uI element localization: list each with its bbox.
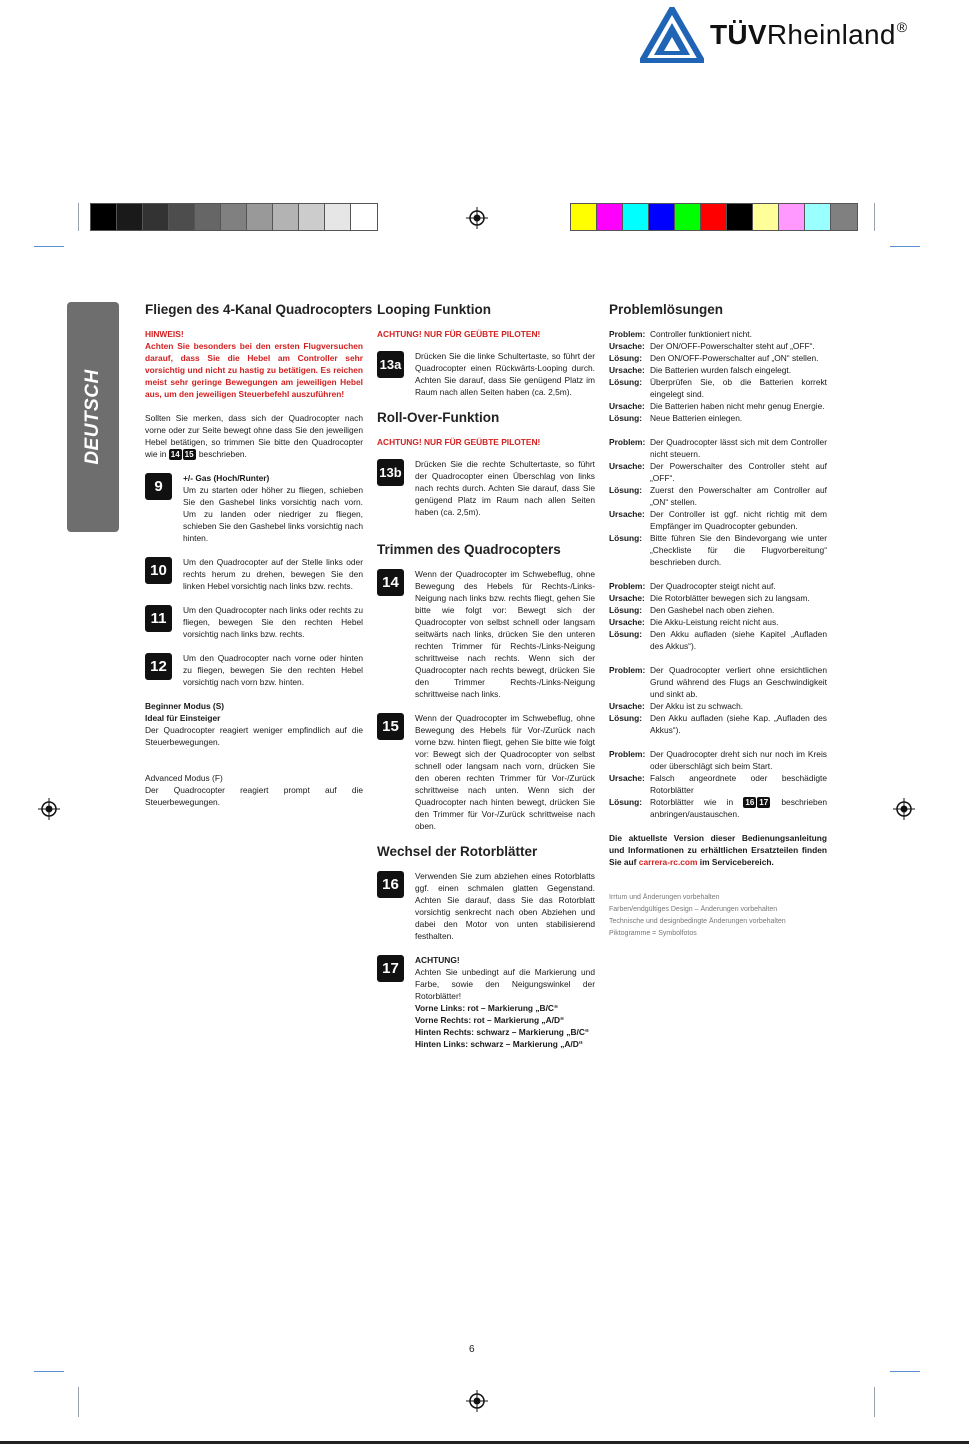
problem-block: [609, 664, 827, 736]
step-text: Wenn der Quadrocopter im Schwebeflug, ohne Bewegung des Hebels für Vor-/Zurück nach vorne bzw. hinten fliegt, gehen Sie bitte wie folgt vor: Bewegt sich der Quadrocopter von selbst schnell oder langsam nach vorn, drücken Sie den oberen rechten Trimmer für Vor-/Zurück schrittweise nach unten. Wenn sich der Quadrocopter nach hinten bewegt, drücken Sie den Trimmer für Vor-/Zurück schrittweise nach oben.: [415, 713, 595, 831]
row-key: Lösung:: [609, 377, 643, 387]
color-swatch: [675, 204, 701, 230]
advanced-mode-title: Advanced Modus (F): [145, 773, 223, 783]
color-swatch: [779, 204, 805, 230]
disclaimer-line: Irrtum und Änderungen vorbehalten: [609, 894, 720, 901]
tuv-rheinland-logo: [640, 6, 960, 64]
color-swatch: [169, 204, 195, 230]
color-swatch: [299, 204, 325, 230]
hint-label: HINWEIS!: [145, 329, 184, 339]
row-key: Lösung:: [609, 413, 643, 423]
color-swatch: [571, 204, 597, 230]
step-badge: 10: [145, 557, 172, 584]
rotor-marking-line: Vorne Rechts: rot – Markierung „A/D“: [415, 1015, 565, 1025]
step-badge: 14: [377, 569, 404, 596]
row-key: Problem:: [609, 749, 646, 759]
bleed-mark: [34, 1371, 64, 1372]
step-badge: 9: [145, 473, 172, 500]
row-key: Ursache:: [609, 341, 645, 351]
column-functions: [377, 302, 595, 1062]
color-swatch: [623, 204, 649, 230]
step-13b: [377, 458, 595, 518]
step-text: Um zu starten oder höher zu fliegen, schieben Sie den Gashebel links vorsichtig nach vorn. Um zu landen oder niedriger zu fliegen, schieben Sie den Gashebel links vorsichtig nach hinten.: [183, 485, 363, 543]
advanced-mode-text: Der Quadrocopter reagiert prompt auf die Steuerbewegungen.: [145, 785, 363, 807]
bleed-mark: [34, 246, 64, 247]
row-value: Der Controller ist ggf. nicht richtig mit dem Empfänger im Quadrocopter gebunden.: [650, 509, 827, 531]
section-title-flying: Fliegen des 4-Kanal Quadrocopters: [145, 302, 373, 317]
row-key: Problem:: [609, 437, 646, 447]
row-key: Ursache:: [609, 593, 645, 603]
row-value: Der Quadrocopter verliert ohne ersichtlichen Grund während des Flugs an Geschwindigkeit und sinkt ab.: [650, 665, 827, 699]
row-value: Der Quadrocopter steigt nicht auf.: [650, 581, 776, 591]
step-text: Wenn der Quadrocopter im Schwebeflug, ohne Bewegung des Hebels für Rechts-/Links-Neigung nach links bzw. rechts fliegt, gehen Sie bitte wie folgt vor: Bewegt sich der Quadrocopter von selbst schnell oder langsam seitwärts nach links, drücken Sie den unteren rechten Trimmer für Rechts-/Links-Neigung schrittweise nach rechts. Wenn sich der Quadrocopter nach rechts bewegt, drücken Sie den Trimmer Rechts-/Links-Neigung schrittweise nach links.: [415, 569, 595, 699]
step-text: Um den Quadrocopter auf der Stelle links oder rechts herum zu drehen, bewegen Sie den linken Hebel vorsichtig nach links bzw. rechts.: [183, 557, 363, 591]
registration-mark-icon: [893, 798, 915, 820]
row-key: Lösung:: [609, 605, 643, 615]
row-value: Der Akku ist zu schwach.: [650, 701, 744, 711]
trim-intro: Sollten Sie merken, dass sich der Quadrocopter nach vorne oder zur Seite bewegt ohne dass Sie den jeweiligen Hebel betätigen, so trimmen Sie bitte den Quadrocopter wie in 14 15 beschrieben.: [145, 413, 363, 459]
row-value: Bitte führen Sie den Bindevorgang wie unter „Checkliste für die Flugvorbereitung“ beschrieben durch.: [650, 533, 827, 567]
step-14: [377, 568, 595, 700]
problem-block: [609, 328, 827, 424]
logo-text: TÜVRheinland®: [710, 19, 908, 50]
step-badge: 13a: [377, 351, 404, 378]
color-swatch: [195, 204, 221, 230]
step-badge-ref: 15: [184, 450, 194, 459]
step-title: ACHTUNG!: [415, 955, 460, 965]
color-swatch: [273, 204, 299, 230]
grey-color-bar: [90, 203, 378, 231]
disclaimer-line: Technische und designbedingte Änderungen vorbehalten: [609, 918, 786, 925]
disclaimer-line: Farben/endgültiges Design – Änderungen vorbehalten: [609, 906, 778, 913]
row-value: Die Rotorblätter bewegen sich zu langsam.: [650, 593, 810, 603]
registration-mark-icon: [466, 207, 488, 229]
row-value: Falsch angeordnete oder beschädigte Rotorblätter: [650, 773, 827, 795]
row-value: Die Batterien haben nicht mehr genug Energie.: [650, 401, 825, 411]
step-10: [145, 556, 363, 592]
beginner-mode-text: Der Quadrocopter reagiert weniger empfindlich auf die Steuerbewegungen.: [145, 725, 363, 747]
color-swatch: [117, 204, 143, 230]
row-key: Lösung:: [609, 629, 643, 639]
color-swatch: [351, 204, 377, 230]
column-flying: [145, 302, 373, 808]
problem-block: [609, 580, 827, 652]
row-key: Ursache:: [609, 461, 645, 471]
bleed-mark: [890, 246, 920, 247]
rotor-marking-line: Hinten Rechts: schwarz – Markierung „B/C“: [415, 1027, 590, 1037]
color-swatch: [91, 204, 117, 230]
looping-warning: ACHTUNG! NUR FÜR GEÜBTE PILOTEN!: [377, 329, 541, 339]
row-key: Ursache:: [609, 773, 645, 783]
step-text: Um den Quadrocopter nach vorne oder hinten zu fliegen, bewegen Sie den rechten Hebel vorsichtig nach vorn bzw. hinten.: [183, 653, 363, 687]
row-value: Zuerst den Powerschalter am Controller auf „ON“ stellen.: [650, 485, 827, 507]
row-key: Lösung:: [609, 713, 643, 723]
crop-mark: [78, 1387, 79, 1417]
color-swatch: [831, 204, 857, 230]
row-key: Lösung:: [609, 533, 643, 543]
step-text: Drücken Sie die linke Schultertaste, so führt der Quadrocopter einen Rückwärts-Looping durch. Achten Sie darauf, dass Sie genügend Platz im Raum nach allen Seiten haben (ca. 2,5m).: [415, 351, 595, 397]
step-badge: 16: [377, 871, 404, 898]
section-title-trim: Trimmen des Quadrocopters: [377, 542, 561, 557]
step-text: Um den Quadrocopter nach links oder rechts zu fliegen, bewegen Sie den rechten Hebel vorsichtig nach links bzw. rechts.: [183, 605, 363, 639]
step-badge: 17: [377, 955, 404, 982]
bleed-mark: [890, 1371, 920, 1372]
row-value: Controller funktioniert nicht.: [650, 329, 752, 339]
row-value: Den ON/OFF-Powerschalter auf „ON“ stellen.: [650, 353, 819, 363]
step-13a: [377, 350, 595, 398]
step-badge-ref: 16: [745, 798, 755, 807]
disclaimer-line: Piktogramme = Symbolfotos: [609, 930, 697, 937]
color-swatch: [247, 204, 273, 230]
rollover-warning: ACHTUNG! NUR FÜR GEÜBTE PILOTEN!: [377, 437, 541, 447]
step-text: Achten Sie unbedingt auf die Markierung und Farbe, sowie den Neigungswinkel der Rotorblätter!: [415, 967, 595, 1001]
row-key: Ursache:: [609, 701, 645, 711]
row-value: Überprüfen Sie, ob die Batterien korrekt eingelegt sind.: [650, 377, 827, 399]
problem-block: [609, 436, 827, 568]
color-swatch: [597, 204, 623, 230]
color-swatch: [727, 204, 753, 230]
carrera-link[interactable]: carrera-rc.com: [638, 857, 698, 867]
problem-block: [609, 748, 827, 820]
section-title-rollover: Roll-Over-Funktion: [377, 410, 500, 425]
step-11: [145, 604, 363, 640]
step-badge-ref: 17: [759, 798, 769, 807]
color-swatch: [649, 204, 675, 230]
language-side-tab: [67, 302, 119, 532]
color-swatch: [221, 204, 247, 230]
row-value: Der ON/OFF-Powerschalter steht auf „OFF“.: [650, 341, 815, 351]
row-value: Der Quadrocopter dreht sich nur noch im Kreis oder überschlägt sich beim Start.: [650, 749, 827, 771]
color-swatch: [805, 204, 831, 230]
row-value: Der Powerschalter des Controller steht auf „OFF“.: [650, 461, 827, 483]
step-9: [145, 472, 363, 544]
step-15: [377, 712, 595, 832]
step-text: Verwenden Sie zum abziehen eines Rotorblatts ggf. einen schmalen glatten Gegenstand. Achten Sie darauf, dass Sie das Rotorblatt vorsichtig senkrecht nach oben Abziehen und dabei den Motor von unten stabilisierend festhalten.: [415, 871, 595, 941]
rotor-marking-line: Hinten Links: schwarz – Markierung „A/D“: [415, 1039, 583, 1049]
crop-mark: [874, 1387, 875, 1417]
row-value: Den Akku aufladen (siehe Kapitel „Aufladen des Akkus“).: [650, 629, 827, 651]
column-troubleshooting: [609, 302, 827, 940]
color-swatch: [753, 204, 779, 230]
color-swatch: [143, 204, 169, 230]
row-value: Neue Batterien einlegen.: [650, 413, 743, 423]
row-key: Ursache:: [609, 509, 645, 519]
latest-version-note: Die aktuellste Version dieser Bedienungsanleitung und Informationen zu erhältlichen Ersatzteilen finden Sie auf carrera-rc.com im Servicebereich.: [609, 833, 827, 867]
row-key: Ursache:: [609, 617, 645, 627]
cmyk-color-bar: [570, 203, 858, 231]
row-key: Ursache:: [609, 365, 645, 375]
registration-mark-icon: [466, 1390, 488, 1412]
row-value: Die Akku-Leistung reicht nicht aus.: [650, 617, 779, 627]
step-text: Drücken Sie die rechte Schultertaste, so führt der Quadrocopter einen Überschlag von links nach rechts durch. Achten Sie darauf, dass Sie genügend Platz im Raum nach allen Seiten haben (ca. 2,5m).: [415, 459, 595, 517]
color-swatch: [325, 204, 351, 230]
row-value: Den Gashebel nach oben ziehen.: [650, 605, 775, 615]
section-title-troubleshooting: Problemlösungen: [609, 302, 724, 317]
crop-mark: [78, 203, 79, 231]
row-value: Der Quadrocopter lässt sich mit dem Controller nicht steuern.: [650, 437, 827, 459]
section-title-looping: Looping Funktion: [377, 302, 491, 317]
page-number: 6: [469, 1344, 475, 1355]
step-17: [377, 954, 595, 1050]
row-key: Lösung:: [609, 353, 643, 363]
row-value: Die Batterien wurden falsch eingelegt.: [650, 365, 792, 375]
beginner-mode-subtitle: Ideal für Einsteiger: [145, 713, 221, 723]
step-title: +/- Gas (Hoch/Runter): [183, 473, 270, 483]
crop-mark: [874, 203, 875, 231]
registration-mark-icon: [38, 798, 60, 820]
section-title-rotor: Wechsel der Rotorblätter: [377, 844, 538, 859]
row-key: Problem:: [609, 665, 646, 675]
row-key: Lösung:: [609, 797, 643, 807]
color-swatch: [701, 204, 727, 230]
tuv-triangle-icon: [640, 7, 704, 63]
hint-text: Achten Sie besonders bei den ersten Flugversuchen darauf, dass Sie die Hebel am Controller sehr vorsichtig und nicht zu hastig zu betätigen. Es reichen meist sehr geringe Bewegungen am jeweiligen Hebel aus, um den jeweiligen Steuerbefehl auszuführen!: [145, 341, 363, 399]
side-tab-label: DEUTSCH: [82, 369, 103, 465]
step-badge: 15: [377, 713, 404, 740]
rotor-marking-line: Vorne Links: rot – Markierung „B/C“: [415, 1003, 559, 1013]
step-16: [377, 870, 595, 942]
row-key: Problem:: [609, 329, 646, 339]
step-badge: 12: [145, 653, 172, 680]
step-badge: 11: [145, 605, 172, 632]
step-12: [145, 652, 363, 688]
row-key: Ursache:: [609, 401, 645, 411]
row-value: Den Akku aufladen (siehe Kap. „Aufladen des Akkus“).: [650, 713, 827, 735]
step-badge: 13b: [377, 459, 404, 486]
step-badge-ref: 14: [170, 450, 180, 459]
beginner-mode-title: Beginner Modus (S): [145, 701, 225, 711]
row-key: Problem:: [609, 581, 646, 591]
row-key: Lösung:: [609, 485, 643, 495]
row-value: Rotorblätter wie in 16 17 beschrieben anbringen/austauschen.: [650, 797, 828, 819]
